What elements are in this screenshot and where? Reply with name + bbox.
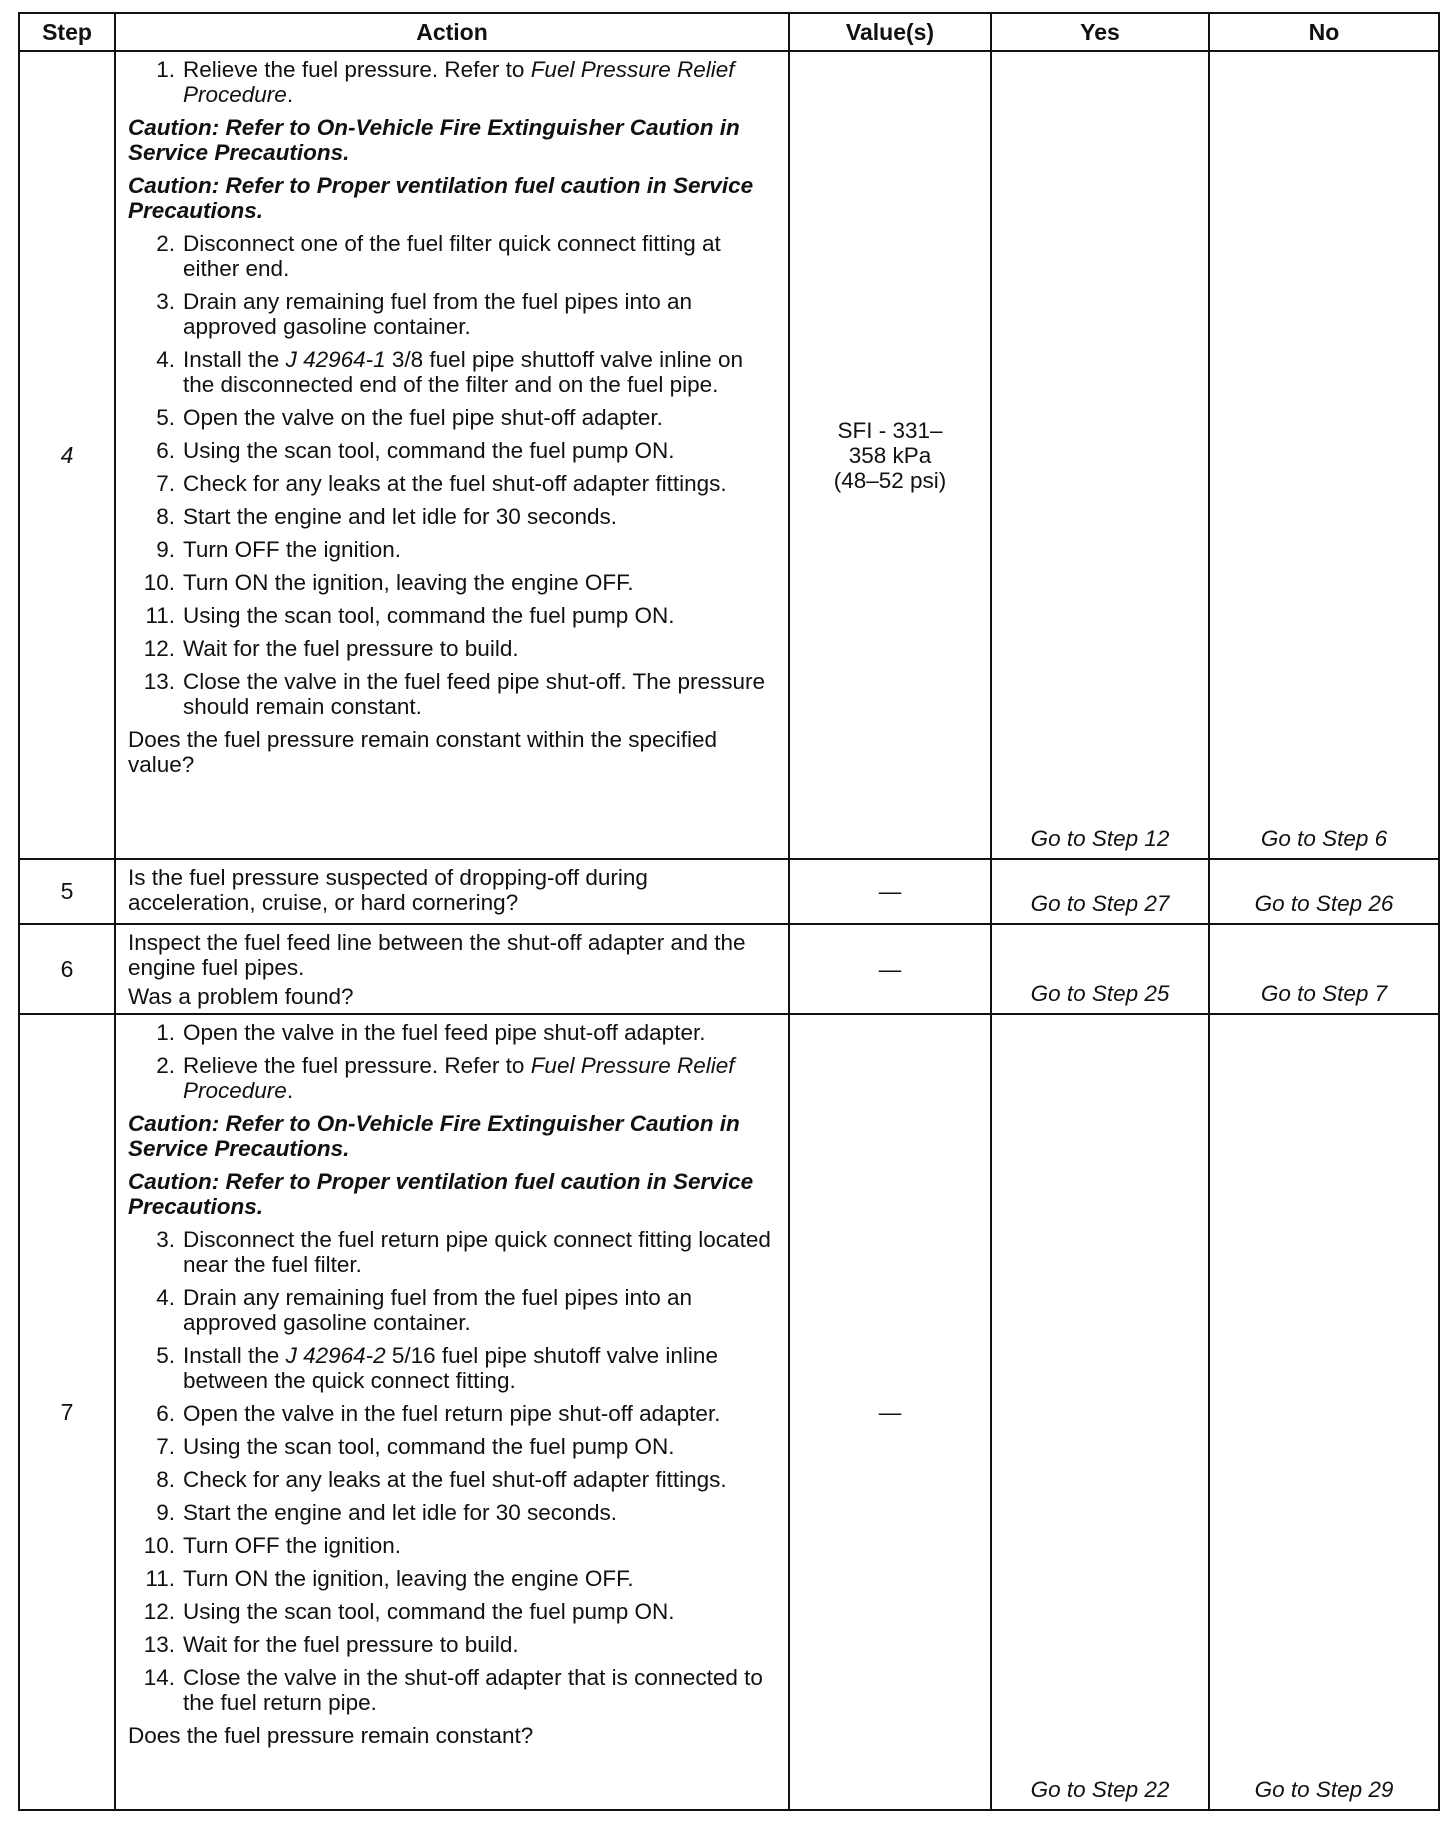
list-item: 12. Using the scan tool, command the fuel pump ON. bbox=[143, 1599, 675, 1624]
list-item: 12. Wait for the fuel pressure to build. bbox=[143, 636, 519, 661]
step-question: Was a problem found? bbox=[128, 984, 354, 1009]
value-cell bbox=[789, 51, 991, 859]
list-item: 11. Using the scan tool, command the fuel pump ON. bbox=[145, 603, 675, 628]
list-item: 7. Check for any leaks at the fuel shut-off adapter fittings. bbox=[156, 471, 727, 496]
no-goto-link[interactable]: Go to Step 7 bbox=[1209, 924, 1439, 1014]
header-action: Action bbox=[115, 13, 789, 51]
list-item: 4. Install the J 42964-1 3/8 fuel pipe shuttoff valve inline on the disconnected end of the filter and on the fuel pipe. bbox=[156, 347, 743, 397]
list-item: 8. Start the engine and let idle for 30 seconds. bbox=[156, 504, 618, 529]
tool-reference: J 42964-1 bbox=[285, 347, 386, 372]
list-item: 6. Using the scan tool, command the fuel pump ON. bbox=[156, 438, 675, 463]
no-goto-link[interactable]: Go to Step 29 bbox=[1209, 1014, 1439, 1810]
yes-goto-link[interactable]: Go to Step 25 bbox=[991, 924, 1209, 1014]
step-question: Is the fuel pressure suspected of dropping-off during acceleration, cruise, or hard cornering? bbox=[128, 865, 648, 915]
procedure-reference: Fuel Pressure Relief Procedure bbox=[183, 1053, 735, 1103]
caution-note: Caution: Refer to Proper ventilation fuel caution in Service Precautions. bbox=[128, 173, 754, 223]
step-instruction: Inspect the fuel feed line between the shut-off adapter and the engine fuel pipes. bbox=[128, 930, 746, 980]
table-row-step-7 bbox=[19, 1014, 1439, 1810]
header-step: Step bbox=[19, 13, 115, 51]
diagnostic-page bbox=[18, 12, 1440, 1811]
no-goto-link[interactable]: Go to Step 6 bbox=[1209, 51, 1439, 859]
list-item: 10. Turn ON the ignition, leaving the engine OFF. bbox=[143, 570, 634, 595]
caution-note: Caution: Refer to Proper ventilation fuel caution in Service Precautions. bbox=[128, 1169, 754, 1219]
list-item: 1. Relieve the fuel pressure. Refer to Fuel Pressure Relief Procedure. bbox=[156, 57, 735, 107]
no-goto-link[interactable]: Go to Step 26 bbox=[1209, 859, 1439, 924]
list-item: 1. Open the valve in the fuel feed pipe shut-off adapter. bbox=[156, 1020, 706, 1045]
list-item: 13. Wait for the fuel pressure to build. bbox=[143, 1632, 519, 1657]
list-item: 4. Drain any remaining fuel from the fuel pipes into an approved gasoline container. bbox=[156, 1285, 693, 1335]
table-row-step-6 bbox=[19, 924, 1439, 1014]
step-number: 5 bbox=[19, 859, 115, 924]
value-line: (48–52 psi) bbox=[833, 467, 947, 493]
list-item: 3. Disconnect the fuel return pipe quick connect fitting located near the fuel filter. bbox=[156, 1227, 771, 1277]
list-item: 8. Check for any leaks at the fuel shut-off adapter fittings. bbox=[156, 1467, 727, 1492]
list-item: 9. Start the engine and let idle for 30 seconds. bbox=[156, 1500, 618, 1525]
step-number: 6 bbox=[19, 924, 115, 1014]
list-item: 11. Turn ON the ignition, leaving the engine OFF. bbox=[145, 1566, 634, 1591]
list-item: 5. Install the J 42964-2 5/16 fuel pipe shutoff valve inline between the quick connect fitting. bbox=[156, 1343, 718, 1393]
step-question: Does the fuel pressure remain constant? bbox=[128, 1723, 534, 1748]
step-number: 4 bbox=[19, 51, 115, 859]
table-row-step-5 bbox=[19, 859, 1439, 924]
value-cell: — bbox=[789, 1014, 991, 1810]
list-item: 13. Close the valve in the fuel feed pipe shut-off. The pressure should remain constant. bbox=[143, 669, 766, 719]
caution-note: Caution: Refer to On-Vehicle Fire Extinguisher Caution in Service Precautions. bbox=[128, 115, 740, 165]
yes-goto-link[interactable]: Go to Step 12 bbox=[991, 51, 1209, 859]
list-item: 9. Turn OFF the ignition. bbox=[156, 537, 402, 562]
list-item: 10. Turn OFF the ignition. bbox=[143, 1533, 402, 1558]
table-row-step-4 bbox=[19, 51, 1439, 859]
value-line: 358 kPa bbox=[848, 442, 932, 468]
list-item: 6. Open the valve in the fuel return pipe shut-off adapter. bbox=[156, 1401, 721, 1426]
table-header-row bbox=[19, 13, 1439, 51]
yes-goto-link[interactable]: Go to Step 22 bbox=[991, 1014, 1209, 1810]
yes-goto-link[interactable]: Go to Step 27 bbox=[991, 859, 1209, 924]
action-cell bbox=[115, 859, 789, 924]
value-line: SFI - 331– bbox=[837, 417, 943, 443]
header-no: No bbox=[1209, 13, 1439, 51]
header-yes: Yes bbox=[991, 13, 1209, 51]
procedure-reference: Fuel Pressure Relief Procedure bbox=[183, 57, 735, 107]
list-item: 14. Close the valve in the shut-off adapter that is connected to the fuel return pipe. bbox=[143, 1665, 763, 1715]
list-item: 3. Drain any remaining fuel from the fuel pipes into an approved gasoline container. bbox=[156, 289, 693, 339]
value-cell: — bbox=[789, 924, 991, 1014]
step-number: 7 bbox=[19, 1014, 115, 1810]
value-cell: — bbox=[789, 859, 991, 924]
caution-note: Caution: Refer to On-Vehicle Fire Extinguisher Caution in Service Precautions. bbox=[128, 1111, 740, 1161]
header-values: Value(s) bbox=[789, 13, 991, 51]
list-item: 2. Relieve the fuel pressure. Refer to Fuel Pressure Relief Procedure. bbox=[156, 1053, 735, 1103]
action-cell bbox=[115, 924, 789, 1014]
list-item: 7. Using the scan tool, command the fuel pump ON. bbox=[156, 1434, 675, 1459]
step-question: Does the fuel pressure remain constant within the specified value? bbox=[128, 727, 718, 777]
diagnostic-table bbox=[18, 12, 1440, 1811]
action-cell bbox=[115, 1014, 789, 1810]
tool-reference: J 42964-2 bbox=[285, 1343, 386, 1368]
list-item: 2. Disconnect one of the fuel filter quick connect fitting at either end. bbox=[156, 231, 721, 281]
list-item: 5. Open the valve on the fuel pipe shut-off adapter. bbox=[156, 405, 663, 430]
action-cell bbox=[115, 51, 789, 859]
